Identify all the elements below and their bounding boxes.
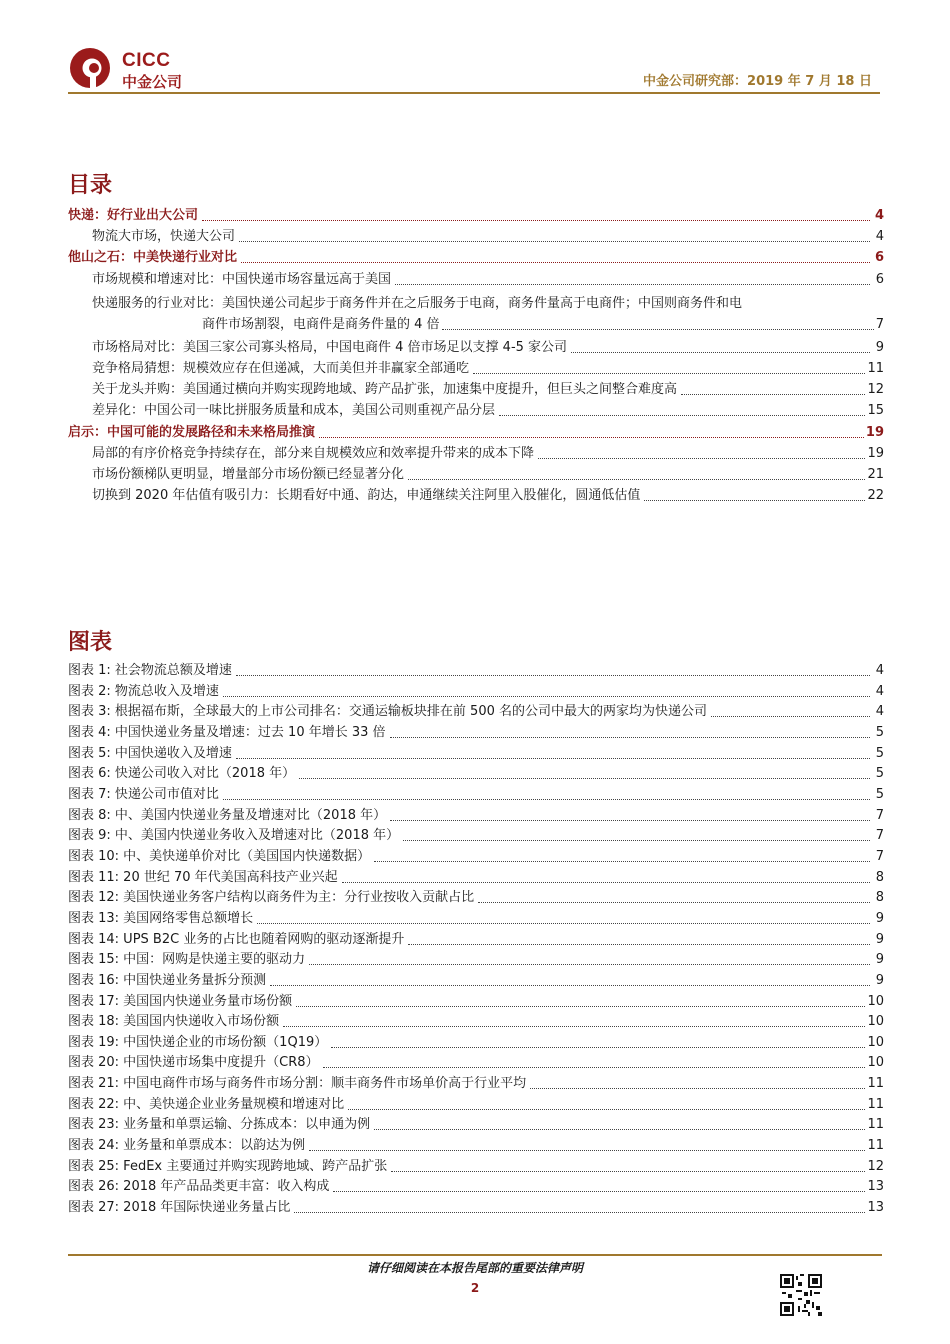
toc-entry[interactable] — [68, 403, 884, 419]
figure-entry-label: 图表 25: FedEx 主要通过并购实现跨地域、跨产品扩张 — [68, 1158, 388, 1174]
dot-leader — [294, 1212, 865, 1213]
toc-entry[interactable] — [68, 293, 884, 335]
dot-leader — [442, 329, 874, 330]
figure-entry[interactable] — [68, 952, 884, 968]
dot-leader — [283, 1026, 865, 1027]
dot-leader — [711, 716, 870, 717]
figure-entry[interactable] — [68, 973, 884, 989]
dot-leader — [309, 1150, 865, 1151]
logo-text-cn: 中金公司 — [122, 73, 183, 91]
figure-entry[interactable] — [68, 766, 884, 782]
figure-entry-page: 7 — [875, 807, 884, 823]
figure-entry-page: 10 — [867, 1055, 884, 1071]
dot-leader — [403, 840, 870, 841]
toc-entry[interactable] — [68, 382, 884, 398]
dot-leader — [236, 675, 870, 676]
dot-leader — [391, 1171, 865, 1172]
qr-code-icon — [780, 1274, 822, 1316]
table-of-contents — [68, 208, 884, 509]
figure-entry[interactable] — [68, 1159, 884, 1175]
figure-entry[interactable] — [68, 808, 884, 824]
figure-entry-label: 图表 20: 中国快递市场集中度提升（CR8） — [68, 1055, 319, 1071]
figure-entry-page: 5 — [875, 786, 884, 802]
dot-leader — [333, 1191, 865, 1192]
dot-leader — [478, 902, 870, 903]
dot-leader — [257, 923, 870, 924]
figure-entry[interactable] — [68, 828, 884, 844]
toc-entry[interactable] — [68, 272, 884, 288]
dot-leader — [644, 500, 865, 501]
figure-entry-label: 图表 4: 中国快递业务量及增速：过去 10 年增长 33 倍 — [68, 724, 386, 740]
figure-entry-label: 图表 22: 中、美快递企业业务量规模和增速对比 — [68, 1096, 345, 1112]
dot-leader — [202, 220, 870, 221]
toc-entry[interactable] — [68, 446, 884, 462]
toc-entry-page: 12 — [867, 382, 884, 398]
figure-entry-page: 5 — [875, 766, 884, 782]
dot-leader — [538, 458, 865, 459]
figure-entry[interactable] — [68, 725, 884, 741]
figure-entry-page: 12 — [867, 1158, 884, 1174]
figure-entry-page: 5 — [875, 745, 884, 761]
figure-entry-label: 图表 10: 中、美快递单价对比（美国国内快递数据） — [68, 848, 371, 864]
toc-entry-label: 市场格局对比：美国三家公司寡头格局，中国电商件 4 倍市场足以支撑 4-5 家公司 — [92, 339, 568, 355]
dot-leader — [319, 437, 864, 438]
figure-entry-label: 图表 3: 根据福布斯，全球最大的上市公司排名：交通运输板块排在前 500 名的公司中最大的两家均为快递公司 — [68, 704, 707, 720]
figure-entry-label: 图表 2: 物流总收入及增速 — [68, 683, 219, 699]
dot-leader — [270, 985, 870, 986]
toc-entry[interactable] — [68, 229, 884, 245]
figure-entry[interactable] — [68, 870, 884, 886]
figure-entry[interactable] — [68, 1014, 884, 1030]
dot-leader — [408, 479, 865, 480]
toc-entry-page: 9 — [875, 339, 884, 355]
dot-leader — [296, 1006, 865, 1007]
toc-chapter-label: 快递：好行业出大公司 — [68, 208, 199, 223]
header-divider — [68, 92, 880, 94]
figure-entry-label: 图表 6: 快递公司收入对比（2018 年） — [68, 766, 296, 782]
toc-chapter-label: 他山之石：中美快递行业对比 — [68, 250, 238, 266]
figure-entry-label: 图表 19: 中国快递企业的市场份额（1Q19） — [68, 1034, 328, 1050]
figure-entry-label: 图表 27: 2018 年国际快递业务量占比 — [68, 1200, 291, 1216]
figure-entry-page: 9 — [875, 952, 884, 968]
figure-entry-label: 图表 8: 中、美国内快递业务量及增速对比（2018 年） — [68, 807, 387, 823]
toc-entry-label: 市场份额梯队更明显，增量部分市场份额已经显著分化 — [92, 466, 405, 482]
toc-entry[interactable] — [68, 361, 884, 377]
legal-notice: 请仔细阅读在本报告尾部的重要法律声明 — [366, 1261, 583, 1275]
figure-entry[interactable] — [68, 746, 884, 762]
toc-entry-page: 11 — [867, 360, 884, 376]
figure-entry[interactable] — [68, 1076, 884, 1092]
figure-entry[interactable] — [68, 704, 884, 720]
figure-entry[interactable] — [68, 787, 884, 803]
dot-leader — [239, 241, 870, 242]
figure-entry[interactable] — [68, 1055, 884, 1071]
toc-entry-label: 市场规模和增速对比：中国快递市场容量远高于美国 — [92, 271, 392, 287]
figure-entry-page: 9 — [875, 910, 884, 926]
dot-leader — [530, 1088, 865, 1089]
figure-entry-page: 13 — [867, 1179, 884, 1195]
toc-entry-label: 差异化：中国公司一味比拼服务质量和成本，美国公司则重视产品分层 — [92, 403, 496, 419]
dot-leader — [223, 799, 870, 800]
dot-leader — [236, 758, 870, 759]
figure-entry-label: 图表 17: 美国国内快递业务量市场份额 — [68, 993, 293, 1009]
toc-chapter[interactable] — [68, 208, 884, 224]
figure-entry-page: 11 — [867, 1096, 884, 1112]
dot-leader — [348, 1109, 865, 1110]
toc-entry[interactable] — [68, 467, 884, 483]
toc-chapter[interactable] — [68, 250, 884, 266]
figure-entry[interactable] — [68, 994, 884, 1010]
figure-entry-page: 11 — [867, 1117, 884, 1133]
toc-chapter-page: 4 — [874, 208, 884, 223]
figure-entry-page: 9 — [875, 972, 884, 988]
dot-leader — [390, 820, 870, 821]
figure-entry-label: 图表 18: 美国国内快递收入市场份额 — [68, 1014, 280, 1030]
list-of-figures — [68, 663, 884, 1221]
toc-entry-page: 4 — [875, 229, 884, 245]
figure-entry[interactable] — [68, 1035, 884, 1051]
toc-chapter[interactable] — [68, 425, 884, 441]
dot-leader — [390, 737, 870, 738]
dot-leader — [408, 944, 870, 945]
toc-entry[interactable] — [68, 488, 884, 504]
figure-entry-page: 4 — [875, 704, 884, 720]
toc-entry-label: 物流大市场，快递大公司 — [92, 229, 236, 245]
figure-entry-page: 13 — [867, 1200, 884, 1216]
figure-entry-page: 8 — [875, 869, 884, 885]
figure-entry-label: 图表 1: 社会物流总额及增速 — [68, 663, 232, 678]
dot-leader — [323, 1067, 866, 1068]
dot-leader — [223, 696, 870, 697]
figure-entry-page: 4 — [875, 683, 884, 699]
figure-entry-page: 11 — [867, 1076, 884, 1092]
toc-entry-page: 6 — [875, 271, 884, 287]
figure-entry-page: 10 — [867, 1034, 884, 1050]
figure-entry[interactable] — [68, 890, 884, 906]
toc-entry-page: 22 — [867, 488, 884, 504]
figure-entry-page: 10 — [867, 1014, 884, 1030]
cicc-logo-icon — [68, 46, 112, 90]
figure-entry-label: 图表 9: 中、美国内快递业务收入及增速对比（2018 年） — [68, 828, 400, 844]
toc-chapter-label: 启示：中国可能的发展路径和未来格局推演 — [68, 424, 316, 440]
figure-entry[interactable] — [68, 1117, 884, 1133]
figure-entry-label: 图表 12: 美国快递业务客户结构以商务件为主：分行业按收入贡献占比 — [68, 890, 475, 906]
figure-entry-page: 7 — [875, 828, 884, 844]
dot-leader — [499, 415, 865, 416]
figure-entry-page: 5 — [875, 724, 884, 740]
toc-title: 目录 — [68, 172, 113, 198]
toc-chapter-page: 6 — [874, 250, 884, 266]
toc-entry-label: 切换到 2020 年估值有吸引力：长期看好中通、韵达，申通继续关注阿里入股催化，圆通低估值 — [92, 488, 641, 504]
dot-leader — [331, 1047, 865, 1048]
figure-entry-label: 图表 26: 2018 年产品品类更丰富：收入构成 — [68, 1179, 330, 1195]
figure-entry-page: 4 — [875, 663, 884, 678]
figure-entry-label: 图表 23: 业务量和单票运输、分拣成本：以申通为例 — [68, 1117, 371, 1133]
dot-leader — [571, 352, 870, 353]
toc-chapter-page: 19 — [865, 424, 884, 440]
figure-entry-label: 图表 16: 中国快递业务量拆分预测 — [68, 972, 267, 988]
dot-leader — [342, 882, 870, 883]
toc-entry-label: 局部的有序价格竞争持续存在，部分来自规模效应和效率提升带来的成本下降 — [92, 445, 535, 461]
toc-entry-label: 快递服务的行业对比：美国快递公司起步于商务件并在之后服务于电商，商务件量高于电商件；中国则商务件和电 — [92, 295, 743, 311]
dot-leader — [395, 284, 870, 285]
footer-divider — [68, 1254, 882, 1256]
toc-entry-label-continued: 商件市场割裂，电商件是商务件量的 4 倍 — [202, 316, 440, 332]
figure-entry[interactable] — [68, 911, 884, 927]
figure-entry-page: 10 — [867, 993, 884, 1009]
figure-entry[interactable] — [68, 684, 884, 700]
page-number: 2 — [470, 1281, 480, 1295]
toc-entry-page: 15 — [867, 403, 884, 419]
figure-entry-label: 图表 11: 20 世纪 70 年代美国高科技产业兴起 — [68, 869, 338, 885]
dot-leader — [309, 964, 870, 965]
figure-entry-page: 8 — [875, 890, 884, 906]
dot-leader — [374, 861, 870, 862]
toc-entry-label: 竞争格局猜想：规模效应存在但递减，大而美但并非赢家全部通吃 — [92, 360, 470, 376]
figure-entry[interactable] — [68, 932, 884, 948]
dot-leader — [473, 373, 865, 374]
figure-entry-page: 9 — [875, 931, 884, 947]
logo-text-en: CICC — [122, 50, 171, 71]
page-header — [68, 40, 880, 96]
figure-entry-page: 11 — [867, 1138, 884, 1154]
toc-entry-page: 19 — [867, 445, 884, 461]
figure-entry-label: 图表 24: 业务量和单票成本：以韵达为例 — [68, 1138, 306, 1154]
figure-entry[interactable] — [68, 1138, 884, 1154]
figure-entry[interactable] — [68, 1200, 884, 1216]
dot-leader — [374, 1129, 865, 1130]
figure-entry[interactable] — [68, 663, 884, 679]
dot-leader — [299, 778, 870, 779]
dot-leader — [241, 262, 870, 263]
figure-entry-page: 7 — [875, 848, 884, 864]
figure-entry-label: 图表 21: 中国电商件市场与商务件市场分割：顺丰商务件市场单价高于行业平均 — [68, 1076, 527, 1092]
figure-entry-label: 图表 5: 中国快递收入及增速 — [68, 745, 232, 761]
toc-entry[interactable] — [68, 340, 884, 356]
figure-entry[interactable] — [68, 1097, 884, 1113]
toc-entry-page: 21 — [867, 466, 884, 482]
figure-entry[interactable] — [68, 1179, 884, 1195]
figure-entry-label: 图表 15: 中国：网购是快递主要的驱动力 — [68, 952, 306, 968]
report-source-date: 中金公司研究部：2019 年 7 月 18 日 — [643, 74, 872, 89]
figure-entry-label: 图表 13: 美国网络零售总额增长 — [68, 910, 254, 926]
toc-entry-label: 关于龙头并购：美国通过横向并购实现跨地域、跨产品扩张，加速集中度提升，但巨头之间整合难度高 — [92, 382, 678, 398]
figure-entry-label: 图表 7: 快递公司市值对比 — [68, 786, 219, 802]
figures-title: 图表 — [68, 629, 113, 655]
figure-entry[interactable] — [68, 849, 884, 865]
toc-entry-page: 7 — [875, 316, 884, 332]
figure-entry-label: 图表 14: UPS B2C 业务的占比也随着网购的驱动逐渐提升 — [68, 931, 405, 947]
dot-leader — [681, 394, 865, 395]
